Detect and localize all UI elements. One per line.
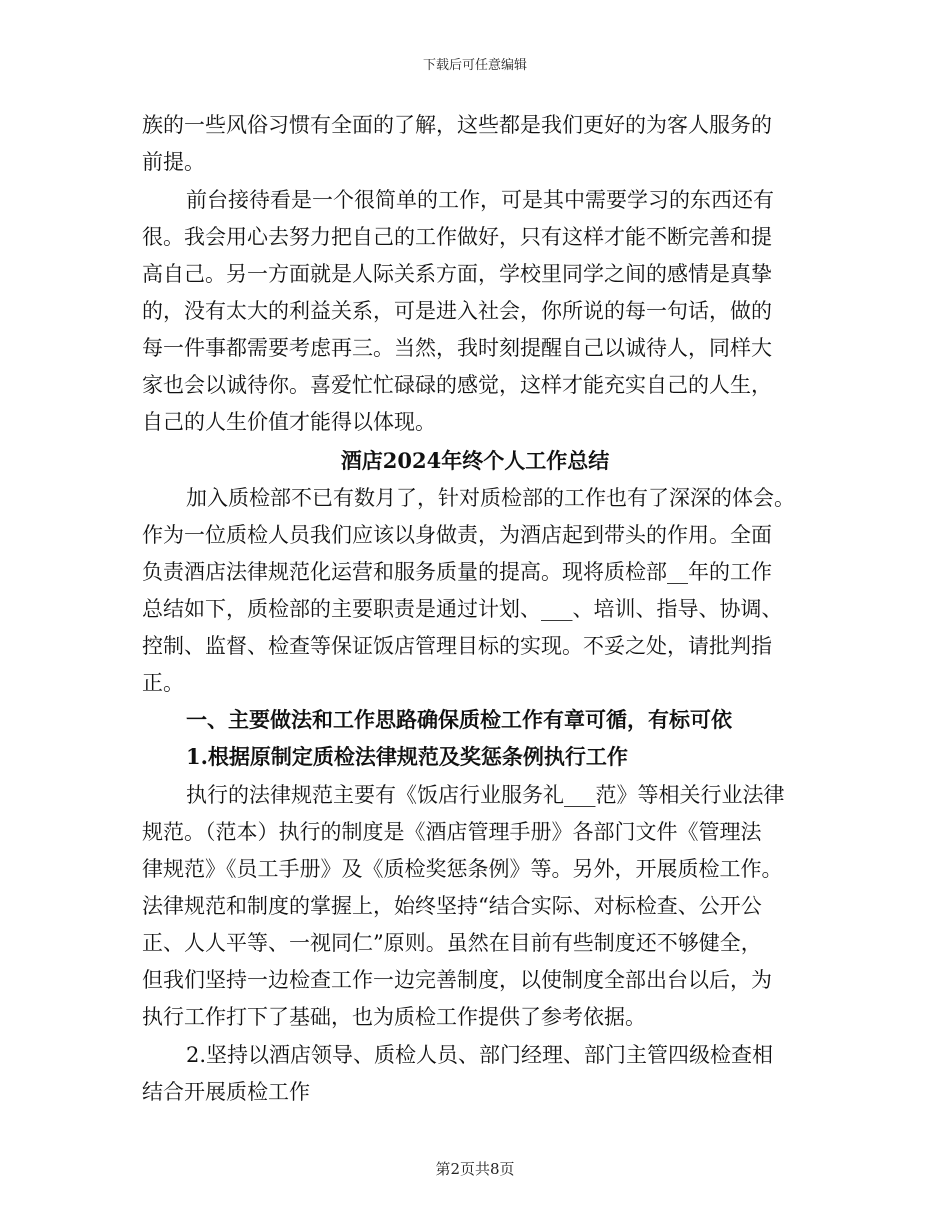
paragraph3-line: 正。 <box>142 671 184 695</box>
page-header: 下载后可任意编辑 <box>422 58 527 73</box>
paragraph5-line: 2.坚持以酒店领导、质检人员、部门经理、部门主管四级检查相 <box>186 1043 774 1067</box>
paragraph4-line: 律规范》《员工手册》及《质检奖惩条例》等。另外，开展质检工作。 <box>142 857 783 881</box>
paragraph3-line: 总结如下，质检部的主要职责是通过计划、___、培训、指导、协调、 <box>142 597 783 621</box>
paragraph2-line: 自己的人生价值才能得以体现。 <box>142 410 436 434</box>
paragraph2-line: 家也会以诚待你。喜爱忙忙碌碌的感觉，这样才能充实自己的人生， <box>142 373 772 397</box>
paragraph4-line: 正、人人平等、一视同仁”原则。虽然在目前有些制度还不够健全， <box>142 931 762 955</box>
paragraph4-line: 执行工作打下了基础，也为质检工作提供了参考依据。 <box>142 1005 646 1029</box>
section-heading: 一、主要做法和工作思路确保质检工作有章可循，有标可依 <box>186 707 732 732</box>
paragraph1-line: 前提。 <box>142 150 205 174</box>
paragraph4-line: 执行的法律规范主要有《饭店行业服务礼___范》等相关行业法律 <box>186 783 785 807</box>
paragraph3-line: 作为一位质检人员我们应该以身做责，为酒店起到带头的作用。全面 <box>142 523 772 547</box>
document-title: 酒店2024年终个人工作总结 <box>340 448 610 473</box>
paragraph5-line: 结合开展质检工作 <box>142 1080 310 1104</box>
page-number-footer: 第2页共8页 <box>435 1160 515 1178</box>
paragraph1-line: 族的一些风俗习惯有全面的了解，这些都是我们更好的为客人服务的 <box>142 113 772 137</box>
paragraph2-line: 前台接待看是一个很简单的工作，可是其中需要学习的东西还有 <box>186 188 774 212</box>
paragraph2-line: 高自己。另一方面就是人际关系方面，学校里同学之间的感情是真挚 <box>142 262 772 286</box>
paragraph4-line: 规范。（范本）执行的制度是《酒店管理手册》各部门文件《管理法 <box>142 820 762 844</box>
paragraph2-line: 的，没有太大的利益关系，可是进入社会，你所说的每一句话，做的 <box>142 299 772 323</box>
paragraph4-line: 法律规范和制度的掌握上，始终坚持“结合实际、对标检查、公开公 <box>142 894 762 918</box>
paragraph3-line: 负责酒店法律规范化运营和服务质量的提高。现将质检部__年的工作 <box>142 560 772 584</box>
subsection-heading: 1.根据原制定质检法律规范及奖惩条例执行工作 <box>186 744 628 769</box>
paragraph2-line: 很。我会用心去努力把自己的工作做好，只有这样才能不断完善和提 <box>142 225 772 249</box>
paragraph3-line: 控制、监督、检查等保证饭店管理目标的实现。不妥之处，请批判指 <box>142 634 772 658</box>
paragraph4-line: 但我们坚持一边检查工作一边完善制度，以使制度全部出台以后，为 <box>142 968 772 992</box>
paragraph2-line: 每一件事都需要考虑再三。当然，我时刻提醒自己以诚待人，同样大 <box>142 336 772 360</box>
paragraph3-line: 加入质检部不已有数月了，针对质检部的工作也有了深深的体会。 <box>186 486 795 510</box>
